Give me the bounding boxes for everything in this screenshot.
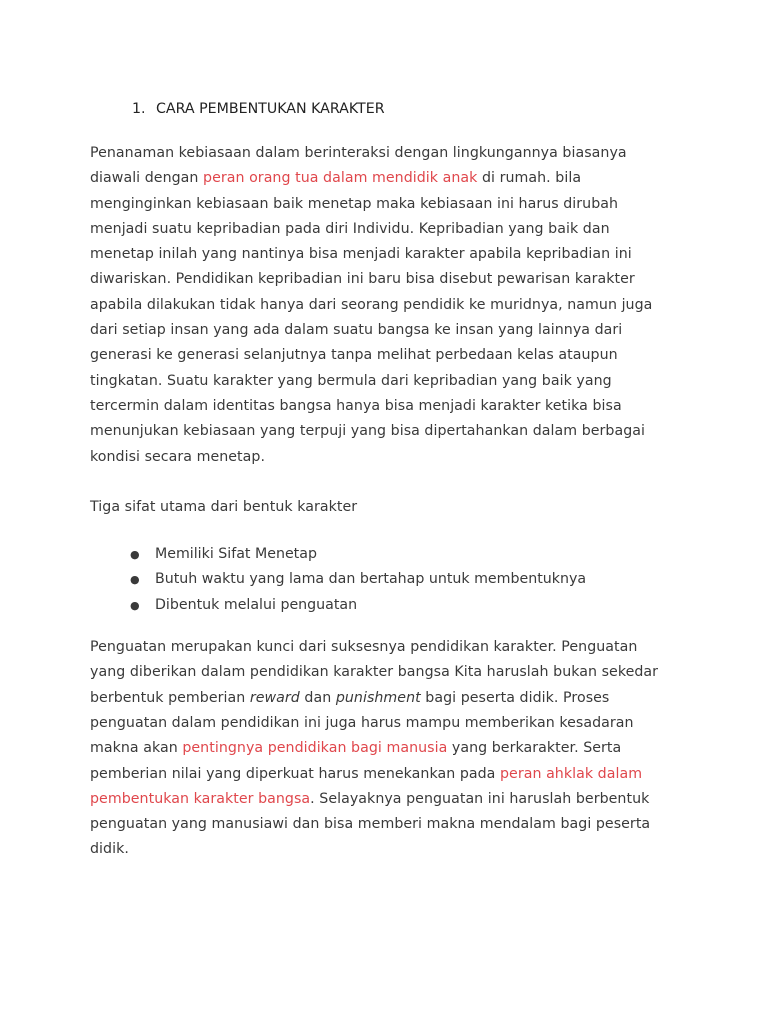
- paragraph-line: [90, 736, 690, 761]
- paragraph-line: menetap inilah yang nantinya bisa menjadi karakter apabila kepribadian ini: [90, 246, 632, 263]
- paragraph-text: diawali dengan: [90, 170, 204, 187]
- document-page: [90, 98, 690, 863]
- list-item: [130, 542, 690, 567]
- paragraph-line: menjadi suatu kepribadian pada diri Individu. Kepribadian yang baik dan: [90, 220, 610, 237]
- heading-title: CARA PEMBENTUKAN KARAKTER: [156, 101, 385, 117]
- paragraph-text: bagi peserta didik. Proses: [420, 689, 610, 706]
- paragraph-line: menunjukan kebiasaan yang terpuji yang bisa dipertahankan dalam berbagai: [90, 423, 646, 440]
- list-item: [130, 567, 690, 592]
- emphasis-reward: reward: [249, 689, 300, 706]
- paragraph-line: dari setiap insan yang ada dalam suatu bangsa ke insan yang lainnya dari: [90, 322, 623, 339]
- paragraph-line: penguatan dalam pendidikan ini juga harus mampu memberikan kesadaran: [90, 714, 634, 731]
- paragraph-line: penguatan yang manusiawi dan bisa memberi makna mendalam bagi peserta: [90, 816, 651, 833]
- paragraph-line: [90, 762, 690, 787]
- paragraph-line: [90, 686, 690, 711]
- paragraph-text: yang berkarakter. Serta: [447, 740, 622, 757]
- paragraph-line: tercermin dalam identitas bangsa hanya bisa menjadi karakter ketika bisa: [90, 397, 622, 414]
- paragraph-spacer: [90, 470, 690, 495]
- paragraph-line: didik.: [90, 841, 129, 858]
- paragraph-text: berbentuk pemberian: [90, 689, 250, 706]
- paragraph-line: kondisi secara menetap.: [90, 448, 266, 465]
- paragraph-text: makna akan: [90, 740, 183, 757]
- list-item-text: Memiliki Sifat Menetap: [155, 546, 317, 563]
- list-item-text: Dibentuk melalui penguatan: [155, 596, 358, 613]
- traits-list: [90, 542, 690, 618]
- paragraph-line: [90, 787, 690, 812]
- paragraph-text: . Selayaknya penguatan ini haruslah berbentuk: [310, 790, 650, 807]
- paragraph-line: Penguatan merupakan kunci dari suksesnya pendidikan karakter. Penguatan: [90, 639, 638, 656]
- list-item-text: Butuh waktu yang lama dan bertahap untuk membentuknya: [155, 571, 587, 588]
- list-item: [130, 593, 690, 618]
- list-intro: Tiga sifat utama dari bentuk karakter: [90, 498, 358, 515]
- paragraph-line: apabila dilakukan tidak hanya dari seorang pendidik ke muridnya, namun juga: [90, 296, 653, 313]
- paragraph-line: generasi ke generasi selanjutnya tanpa melihat perbedaan kelas ataupun: [90, 347, 618, 364]
- paragraph-line: menginginkan kebiasaan baik menetap maka kebiasaan ini harus dirubah: [90, 195, 619, 212]
- paragraph-line: yang diberikan dalam pendidikan karakter bangsa Kita haruslah bukan sekedar: [90, 664, 659, 681]
- bullet-icon: ●: [130, 548, 140, 562]
- paragraph-line: tingkatan. Suatu karakter yang bermula dari kepribadian yang baik yang: [90, 372, 612, 389]
- paragraph-character-formation: [90, 141, 690, 470]
- bullet-icon: ●: [130, 573, 140, 587]
- paragraph-line: diwariskan. Pendidikan kepribadian ini baru bisa disebut pewarisan karakter: [90, 271, 635, 288]
- heading-number: 1.: [132, 101, 146, 117]
- paragraph-line: [90, 166, 690, 191]
- link-morality-role[interactable]: peran ahklak dalam: [500, 765, 643, 782]
- paragraph-reinforcement: [90, 635, 690, 863]
- bullet-icon: ●: [130, 598, 140, 612]
- paragraph-text: dan: [299, 689, 336, 706]
- link-parent-role[interactable]: peran orang tua dalam mendidik anak: [203, 170, 478, 187]
- paragraph-line: Penanaman kebiasaan dalam berinteraksi dengan lingkungannya biasanya: [90, 145, 627, 161]
- link-morality-role-continued[interactable]: pembentukan karakter bangsa: [90, 790, 311, 807]
- emphasis-punishment: punishment: [335, 689, 421, 706]
- link-importance-education[interactable]: pentingnya pendidikan bagi manusia: [182, 740, 448, 757]
- section-heading: [90, 98, 690, 120]
- paragraph-text: pemberian nilai yang diperkuat harus menekankan pada: [90, 765, 500, 782]
- paragraph-text: di rumah. bila: [477, 170, 582, 187]
